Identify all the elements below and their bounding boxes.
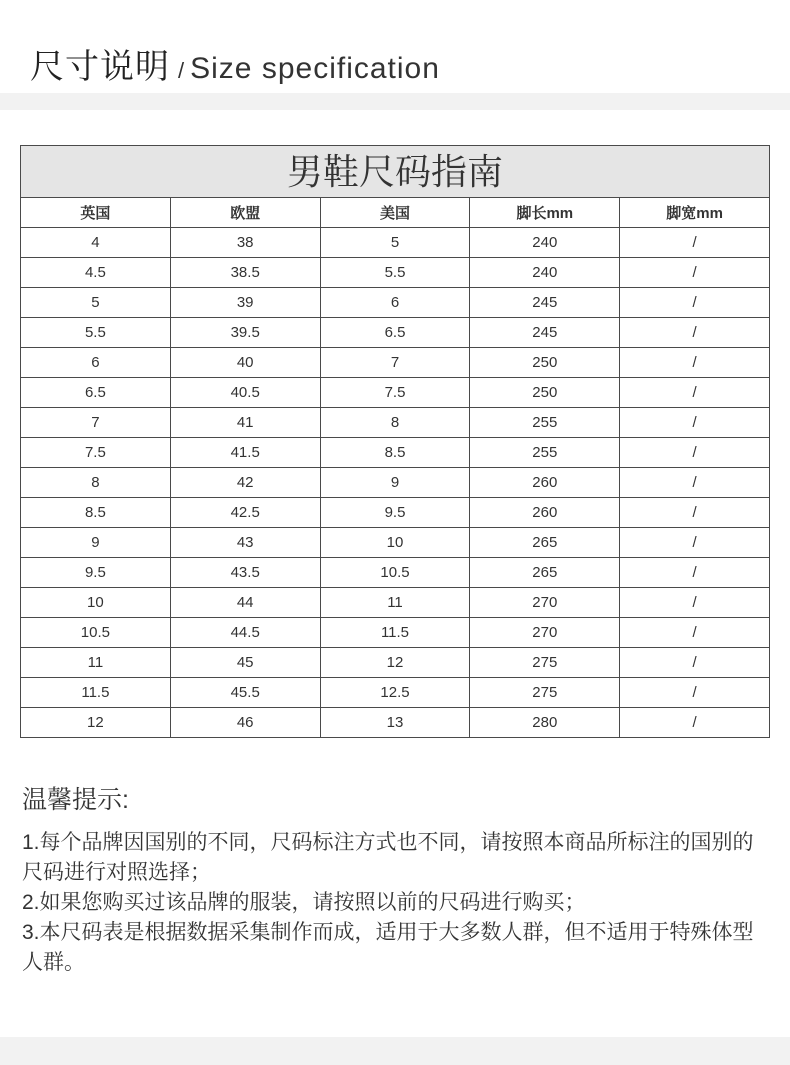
table-row bbox=[21, 288, 770, 318]
foot-length-cell: 275 bbox=[470, 648, 620, 678]
table-row bbox=[21, 588, 770, 618]
foot-width-cell: / bbox=[620, 558, 770, 588]
uk-size-cell: 7.5 bbox=[21, 438, 171, 468]
eu-size-cell: 40 bbox=[170, 348, 320, 378]
divider-band-bottom bbox=[0, 1037, 790, 1065]
foot-length-cell: 255 bbox=[470, 408, 620, 438]
foot-width-cell: / bbox=[620, 438, 770, 468]
page-title-english: Size specification bbox=[190, 52, 440, 85]
foot-length-cell: 245 bbox=[470, 288, 620, 318]
table-row bbox=[21, 528, 770, 558]
eu-size-cell: 42.5 bbox=[170, 498, 320, 528]
foot-width-cell: / bbox=[620, 288, 770, 318]
uk-size-cell: 5 bbox=[21, 288, 171, 318]
uk-size-cell: 4 bbox=[21, 228, 171, 258]
us-size-cell: 5 bbox=[320, 228, 470, 258]
table-row bbox=[21, 348, 770, 378]
eu-size-cell: 43 bbox=[170, 528, 320, 558]
foot-width-cell: / bbox=[620, 408, 770, 438]
column-header-row bbox=[21, 198, 770, 228]
uk-size-cell: 6.5 bbox=[21, 378, 171, 408]
table-row bbox=[21, 618, 770, 648]
foot-width-cell: / bbox=[620, 588, 770, 618]
tip-item: 3.本尺码表是根据数据采集制作而成，适用于大多数人群，但不适用于特殊体型人群。 bbox=[22, 921, 754, 974]
eu-size-cell: 44.5 bbox=[170, 618, 320, 648]
foot-length-cell: 275 bbox=[470, 678, 620, 708]
foot-width-cell: / bbox=[620, 258, 770, 288]
tip-item: 1.每个品牌因国别的不同，尺码标注方式也不同，请按照本商品所标注的国别的尺码进行对照选择； bbox=[22, 831, 754, 884]
table-row bbox=[21, 498, 770, 528]
foot-width-cell: / bbox=[620, 648, 770, 678]
foot-length-cell: 255 bbox=[470, 438, 620, 468]
page-header bbox=[30, 44, 440, 90]
eu-size-cell: 39.5 bbox=[170, 318, 320, 348]
table-row bbox=[21, 438, 770, 468]
foot-width-header: 脚宽mm bbox=[620, 198, 770, 228]
uk-size-cell: 8.5 bbox=[21, 498, 171, 528]
uk-size-cell: 8 bbox=[21, 468, 171, 498]
uk-size-cell: 10.5 bbox=[21, 618, 171, 648]
us-size-cell: 12 bbox=[320, 648, 470, 678]
table-row bbox=[21, 258, 770, 288]
foot-length-cell: 250 bbox=[470, 348, 620, 378]
page-title-chinese: 尺寸说明 bbox=[30, 48, 170, 86]
foot-length-cell: 270 bbox=[470, 618, 620, 648]
foot-length-cell: 250 bbox=[470, 378, 620, 408]
us-size-cell: 10.5 bbox=[320, 558, 470, 588]
foot-length-cell: 265 bbox=[470, 528, 620, 558]
uk-size-cell: 10 bbox=[21, 588, 171, 618]
table-row bbox=[21, 678, 770, 708]
table-title-row bbox=[21, 146, 770, 198]
us-size-cell: 9.5 bbox=[320, 498, 470, 528]
foot-width-cell: / bbox=[620, 708, 770, 738]
us-size-header: 美国 bbox=[320, 198, 470, 228]
foot-width-cell: / bbox=[620, 228, 770, 258]
size-chart-table bbox=[20, 145, 770, 738]
us-size-cell: 11.5 bbox=[320, 618, 470, 648]
foot-length-cell: 240 bbox=[470, 258, 620, 288]
tip-item: 2.如果您购买过该品牌的服装，请按照以前的尺码进行购买； bbox=[22, 891, 586, 914]
tips-heading: 温馨提示: bbox=[22, 786, 129, 814]
tips-list bbox=[22, 828, 772, 978]
uk-size-cell: 9 bbox=[21, 528, 171, 558]
eu-size-cell: 45 bbox=[170, 648, 320, 678]
eu-size-cell: 46 bbox=[170, 708, 320, 738]
eu-size-cell: 41 bbox=[170, 408, 320, 438]
eu-size-header: 欧盟 bbox=[170, 198, 320, 228]
us-size-cell: 8.5 bbox=[320, 438, 470, 468]
foot-width-cell: / bbox=[620, 318, 770, 348]
us-size-cell: 9 bbox=[320, 468, 470, 498]
us-size-cell: 12.5 bbox=[320, 678, 470, 708]
uk-size-header: 英国 bbox=[21, 198, 171, 228]
eu-size-cell: 38.5 bbox=[170, 258, 320, 288]
foot-width-cell: / bbox=[620, 528, 770, 558]
uk-size-cell: 7 bbox=[21, 408, 171, 438]
uk-size-cell: 11 bbox=[21, 648, 171, 678]
uk-size-cell: 11.5 bbox=[21, 678, 171, 708]
table-row bbox=[21, 708, 770, 738]
foot-width-cell: / bbox=[620, 618, 770, 648]
us-size-cell: 6 bbox=[320, 288, 470, 318]
eu-size-cell: 41.5 bbox=[170, 438, 320, 468]
us-size-cell: 11 bbox=[320, 588, 470, 618]
foot-width-cell: / bbox=[620, 468, 770, 498]
foot-width-cell: / bbox=[620, 678, 770, 708]
eu-size-cell: 44 bbox=[170, 588, 320, 618]
size-chart-head bbox=[21, 146, 770, 228]
size-chart-title: 男鞋尺码指南 bbox=[21, 146, 770, 198]
eu-size-cell: 43.5 bbox=[170, 558, 320, 588]
us-size-cell: 5.5 bbox=[320, 258, 470, 288]
uk-size-cell: 9.5 bbox=[21, 558, 171, 588]
table-row bbox=[21, 558, 770, 588]
size-chart-body bbox=[21, 228, 770, 738]
eu-size-cell: 45.5 bbox=[170, 678, 320, 708]
foot-width-cell: / bbox=[620, 348, 770, 378]
us-size-cell: 10 bbox=[320, 528, 470, 558]
foot-length-cell: 260 bbox=[470, 468, 620, 498]
us-size-cell: 7.5 bbox=[320, 378, 470, 408]
table-row bbox=[21, 228, 770, 258]
foot-length-cell: 280 bbox=[470, 708, 620, 738]
table-row bbox=[21, 408, 770, 438]
foot-length-cell: 245 bbox=[470, 318, 620, 348]
foot-length-cell: 240 bbox=[470, 228, 620, 258]
foot-length-cell: 260 bbox=[470, 498, 620, 528]
us-size-cell: 7 bbox=[320, 348, 470, 378]
uk-size-cell: 6 bbox=[21, 348, 171, 378]
table-row bbox=[21, 468, 770, 498]
eu-size-cell: 40.5 bbox=[170, 378, 320, 408]
foot-length-cell: 270 bbox=[470, 588, 620, 618]
uk-size-cell: 12 bbox=[21, 708, 171, 738]
foot-width-cell: / bbox=[620, 498, 770, 528]
uk-size-cell: 4.5 bbox=[21, 258, 171, 288]
eu-size-cell: 39 bbox=[170, 288, 320, 318]
foot-length-header: 脚长mm bbox=[470, 198, 620, 228]
table-row bbox=[21, 318, 770, 348]
foot-length-cell: 265 bbox=[470, 558, 620, 588]
table-row bbox=[21, 378, 770, 408]
divider-band-top bbox=[0, 93, 790, 110]
title-separator: / bbox=[178, 58, 185, 83]
us-size-cell: 13 bbox=[320, 708, 470, 738]
eu-size-cell: 38 bbox=[170, 228, 320, 258]
us-size-cell: 6.5 bbox=[320, 318, 470, 348]
uk-size-cell: 5.5 bbox=[21, 318, 171, 348]
us-size-cell: 8 bbox=[320, 408, 470, 438]
table-row bbox=[21, 648, 770, 678]
foot-width-cell: / bbox=[620, 378, 770, 408]
eu-size-cell: 42 bbox=[170, 468, 320, 498]
